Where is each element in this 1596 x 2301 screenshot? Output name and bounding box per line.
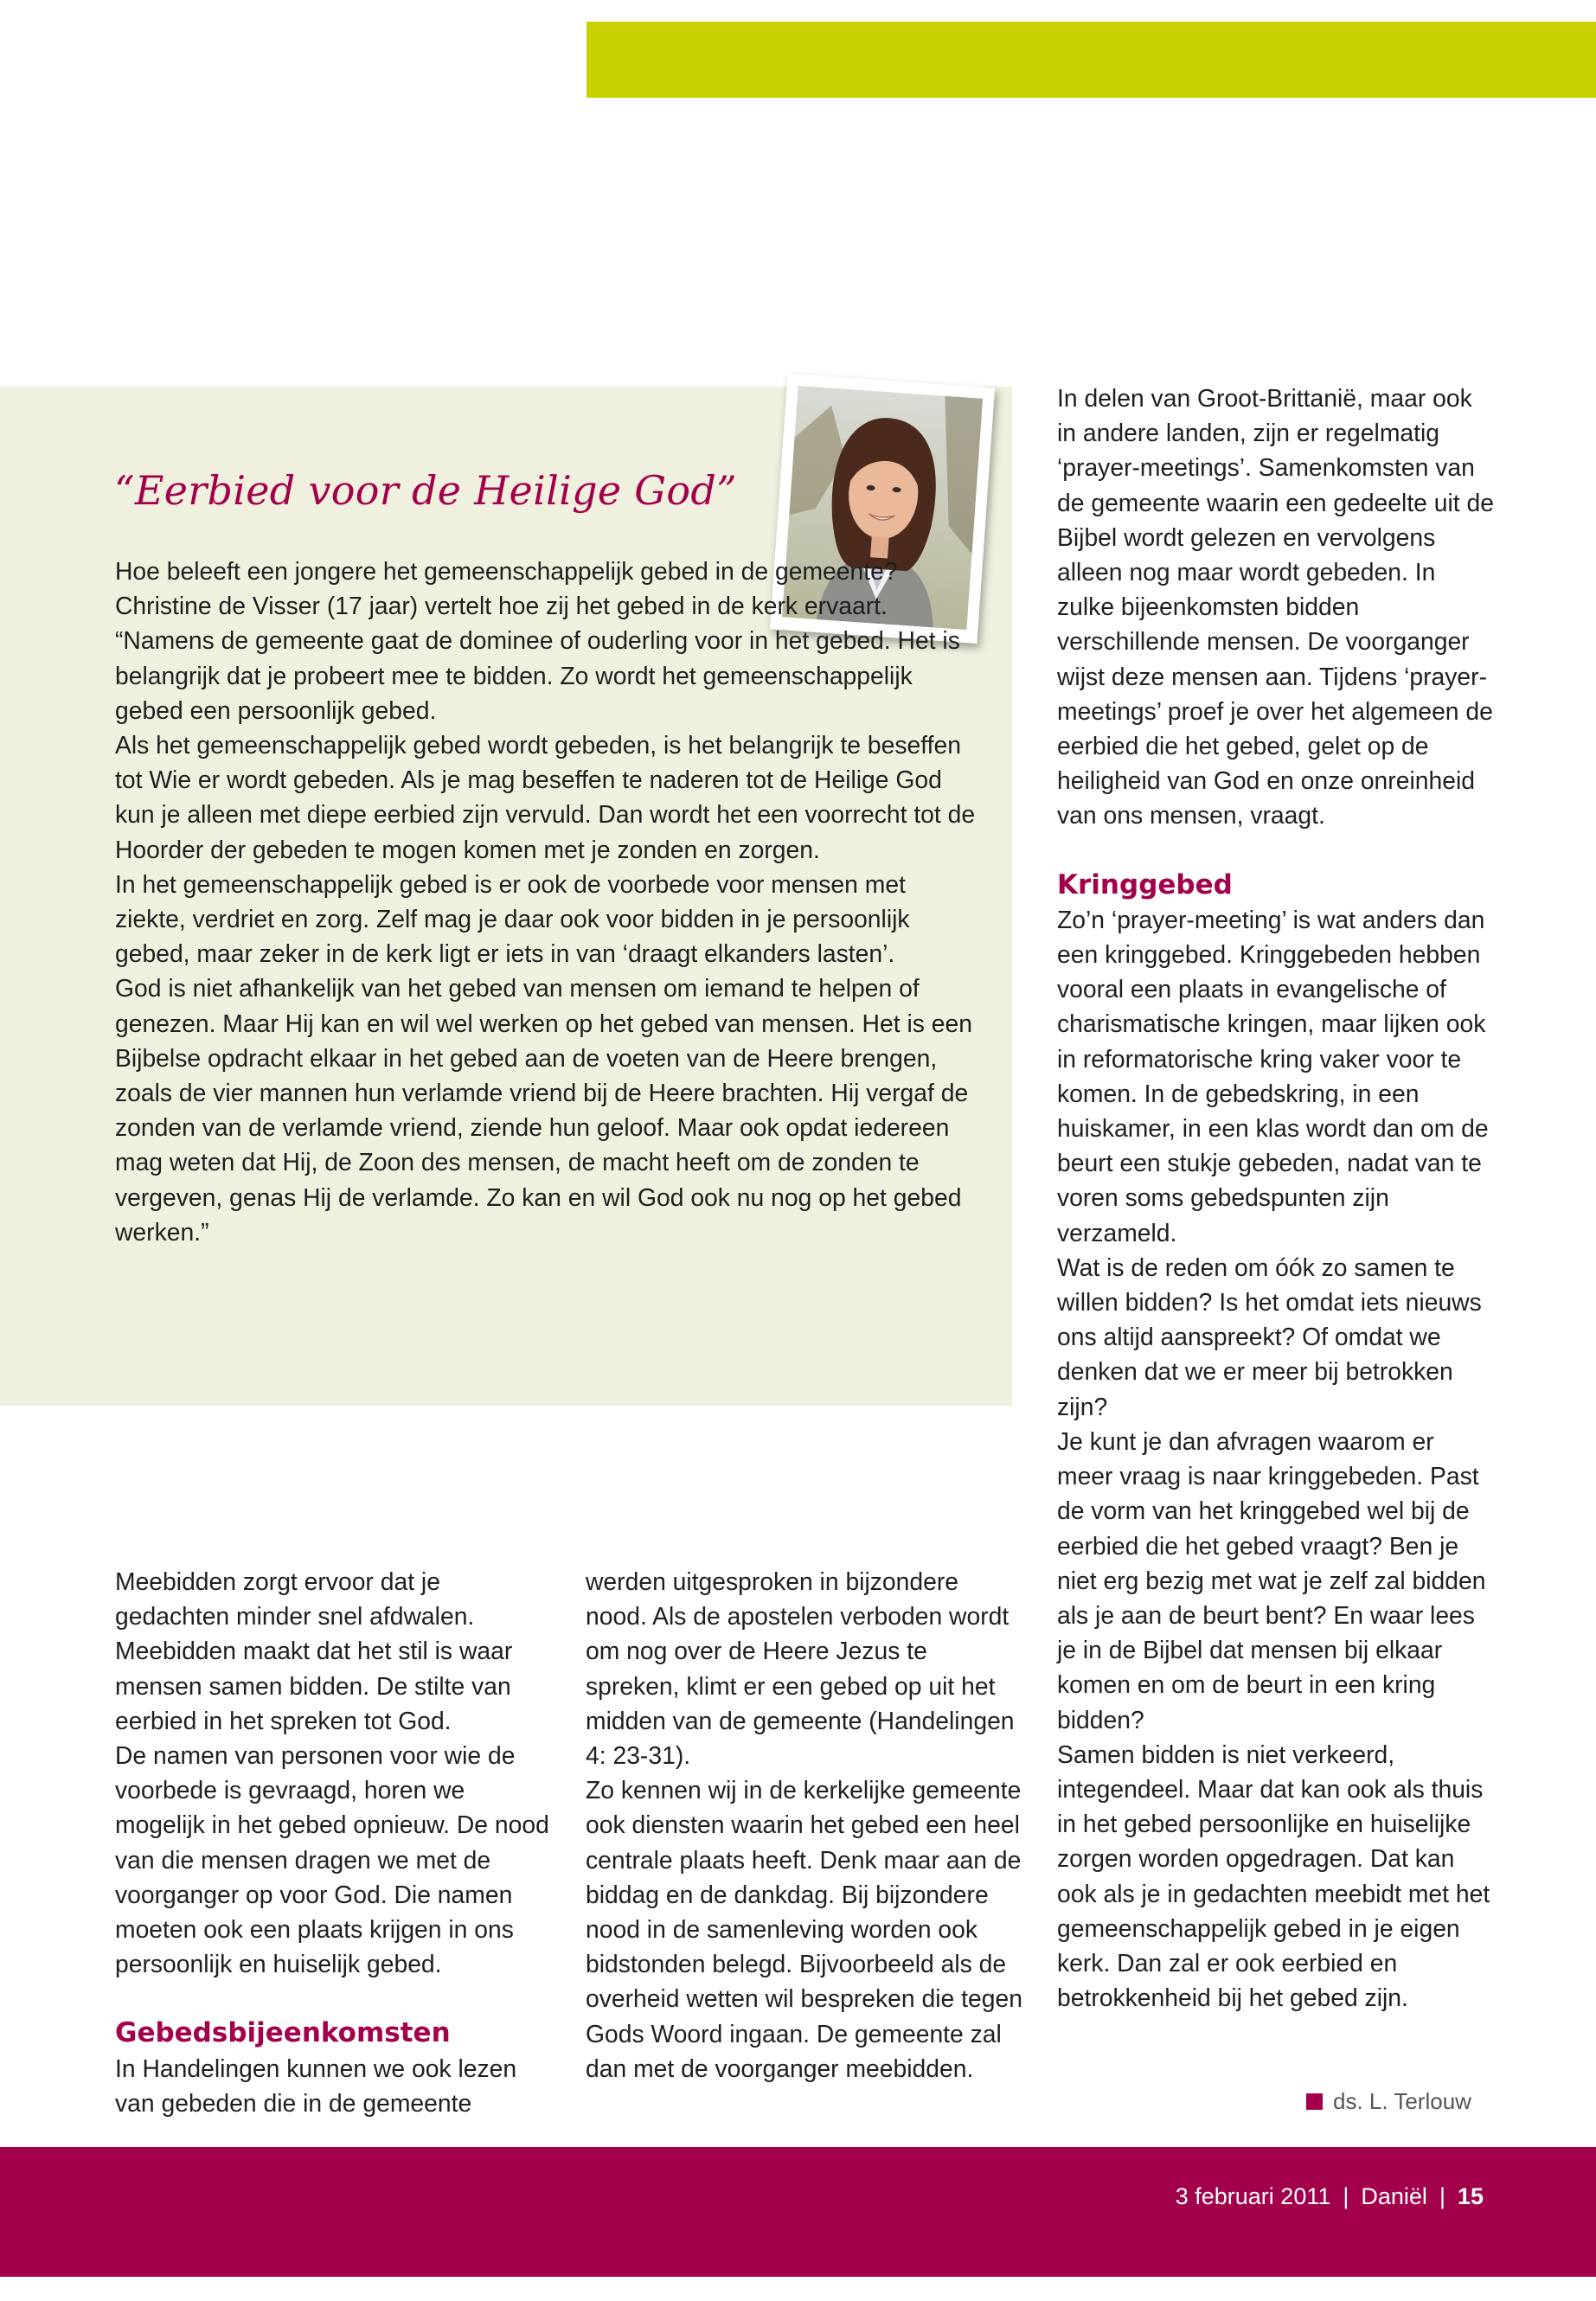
- box-paragraph: “Namens de gemeente gaat de dominee of ouderling voor in het gebed. Het is belangrijk dat je probeert mee te bidden. Zo wordt het gemeenschappelijk gebed een persoonlijk gebed.: [115, 626, 960, 724]
- square-bullet-icon: [1306, 2093, 1323, 2110]
- author-name: ds. L. Terlouw: [1333, 2088, 1471, 2114]
- column-3: [1057, 381, 1494, 2015]
- body-paragraph: Zo kennen wij in de kerkelijke gemeente ook diensten waarin het gebed een heel centrale plaats heeft. Denk maar aan de biddag en de dankdag. Bij bijzondere nood in de samenleving worden ook bidstonden belegd. Bijvoorbeeld als de overheid wetten wil bespreken die tegen Gods Woord ingaan. De gemeente zal dan met de voorganger meebidden.: [586, 1776, 1022, 2082]
- section-heading-gebedsbijeenkomsten: Gebedsbijeenkomsten: [115, 2017, 451, 2049]
- column-2: [586, 1564, 1022, 2086]
- article-title: “Eerbied voor de Heilige God”: [114, 467, 737, 514]
- body-paragraph: werden uitgesproken in bijzondere nood. Als de apostelen verboden wordt om nog over de Heere Jezus te spreken, klimt er een gebed op uit het midden van de gemeente (Handelingen 4: 23-31).: [586, 1567, 1015, 1770]
- box-paragraph: Als het gemeenschappelijk gebed wordt gebeden, is het belangrijk te beseffen tot Wie er wordt gebeden. Als je mag beseffen te naderen tot de Heilige God kun je alleen met diepe eerbied zijn vervuld. Dan wordt het een voorrecht tot de Hoorder der gebeden te mogen komen met je zonden en zorgen.: [115, 731, 976, 863]
- interview-text: [115, 554, 980, 1249]
- section-heading-kringgebed: Kringgebed: [1057, 868, 1233, 901]
- body-paragraph: Samen bidden is niet verkeerd, integendeel. Maar dat kan ook als thuis in het gebed persoonlijke en huiselijke zorgen worden opgedragen. Dat kan ook als je in gedachten meebidt met het gemeenschappelijk gebed in je eigen kerk. Dan zal er ook eerbied en betrokkenheid bij het gebed zijn.: [1057, 1740, 1490, 2012]
- page-footer: [0, 2147, 1596, 2277]
- body-paragraph: Je kunt je dan afvragen waarom er meer vraag is naar kringgebeden. Past de vorm van het kringgebed wel bij de eerbied die het gebed vraagt? Ben je niet erg bezig met wat je zelf zal bidden als je aan de beurt bent? En waar lees je in de Bijbel dat mensen bij elkaar komen en om de beurt in een kring bidden?: [1057, 1426, 1486, 1734]
- magazine-name: Daniël: [1361, 2183, 1427, 2209]
- box-paragraph: Hoe beleeft een jongere het gemeenschappelijk gebed in de gemeente? Christine de Visser (17 jaar) vertelt hoe zij het gebed in de kerk ervaart.: [115, 557, 898, 620]
- footer-separator: |: [1343, 2183, 1349, 2209]
- body-paragraph: In Handelingen kunnen we ook lezen van gebeden die in de gemeente: [115, 2054, 517, 2117]
- body-paragraph: In delen van Groot-Brittanië, maar ook in andere landen, zijn er regelmatig ‘prayer-meetings’. Samenkomsten van de gemeente waarin een gedeelte uit de Bijbel wordt gelezen en vervolgens alleen nog maar wordt gebeden. In zulke bijeenkomsten bidden verschillende mensen. De voorganger wijst deze mensen aan. Tijdens ‘prayer-meetings’ proef je over het algemeen de eerbied die het gebed, gelet op de heiligheid van God en onze onreinheid van ons mensen, vraagt.: [1057, 384, 1495, 830]
- body-paragraph: De namen van personen voor wie de voorbede is gevraagd, horen we mogelijk in het gebed opnieuw. De nood van die mensen dragen we met de voorganger op voor God. Die namen moeten ook een plaats krijgen in ons persoonlijk en huiselijk gebed.: [115, 1741, 549, 1978]
- box-paragraph: In het gemeenschappelijk gebed is er ook de voorbede voor mensen met ziekte, verdriet en zorg. Zelf mag je daar ook voor bidden in je persoonlijk gebed, maar zeker in de kerk ligt er iets in van ‘draagt elkanders lasten’.: [115, 869, 910, 968]
- top-color-bar: [586, 22, 1596, 98]
- body-paragraph: Zo’n ‘prayer-meeting’ is wat anders dan een kringgebed. Kringgebeden hebben vooral een plaats in evangelische of charismatische kringen, maar lijken ook in reformatorische kring vaker voor te komen. In de gebedskring, in een huiskamer, in een klas wordt dan om de beurt een stukje gebeden, nadat van te voren soms gebedspunten zijn verzameld.: [1057, 905, 1489, 1247]
- issue-date: 3 februari 2011: [1175, 2183, 1331, 2209]
- column-1: [115, 1564, 552, 2120]
- author-signature: [1306, 2088, 1471, 2115]
- footer-info: [1176, 2183, 1484, 2210]
- body-paragraph: Wat is de reden om óók zo samen te willen bidden? Is het omdat iets nieuws ons altijd aanspreekt? Of omdat we denken dat we er meer bij betrokken zijn?: [1057, 1253, 1482, 1420]
- footer-separator: |: [1439, 2183, 1445, 2209]
- page-number: 15: [1457, 2183, 1484, 2209]
- box-paragraph: God is niet afhankelijk van het gebed van mensen om iemand te helpen of genezen. Maar Hij kan en wil wel werken op het gebed van mensen. Het is een Bijbelse opdracht elkaar in het gebed aan de voeten van de Heere brengen, zoals de vier mannen hun verlamde vriend bij de Heere brachten. Hij vergaf de zonden van de verlamde vriend, ziende hun geloof. Maar ook opdat iedereen mag weten dat Hij, de Zoon des mensen, de macht heeft om de zonden te vergeven, genas Hij de verlamde. Zo kan en wil God ook nu nog op het gebed werken.”: [115, 974, 972, 1246]
- body-paragraph: Meebidden zorgt ervoor dat je gedachten minder snel afdwalen. Meebidden maakt dat het stil is waar mensen samen bidden. De stilte van eerbied in het spreken tot God.: [115, 1567, 513, 1734]
